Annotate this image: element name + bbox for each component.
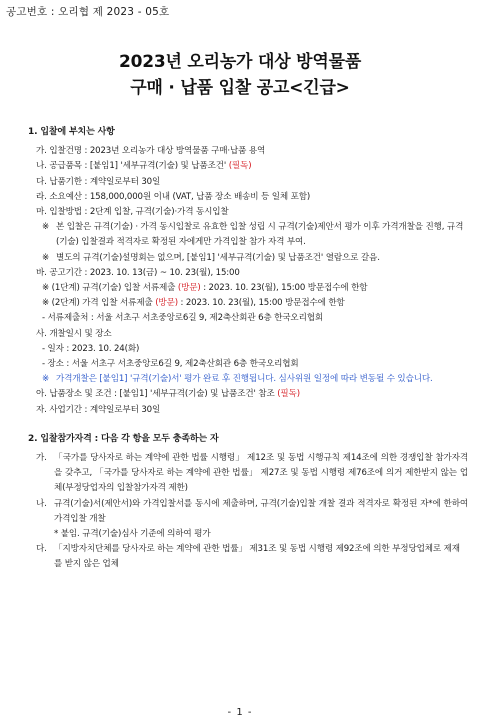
item-label: 나. xyxy=(36,498,47,509)
eligibility-na xyxy=(28,497,468,527)
item-ma: 마. 입찰방법 : 2단계 입찰, 규격(기술)·가격 동시입찰 xyxy=(36,207,229,218)
item-sa: 사. 개찰일시 및 장소 xyxy=(36,328,112,339)
item-na-text: 나. 공급품목 : [붙임1] '세부규격(기술) 및 납품조건' xyxy=(36,161,227,172)
stage-2-label: ※ (2단계) 가격 입찰 서류제출 xyxy=(42,298,153,309)
item-label: 다. xyxy=(36,544,47,555)
note-mark: ※ xyxy=(42,252,50,263)
notice-number: 공고번호 : 오리협 제 2023 - 05호 xyxy=(6,6,170,18)
item-ra: 라. 소요예산 : 158,000,000원 이내 (VAT, 납품 장소 배송비 등 일체 포함) xyxy=(36,191,311,202)
note-mark: ※ xyxy=(42,374,50,385)
note-mark: ※ xyxy=(42,222,50,233)
item-text: 「국가를 당사자로 하는 계약에 관한 법률 시행령」 제12조 및 동법 시행규칙 제14조에 의한 경쟁입찰 참가자격을 갖추고, 「국가를 당사자로 하는 계약에 관한 법률」 제27조 및 동법 시행령 제76조에 의거 제한받지 않는 업체(부정당업자의 입찰참가자격 제한) xyxy=(54,453,468,494)
stage-1-deadline: : 2023. 10. 23(월), 15:00 방문접수에 한함 xyxy=(203,283,368,294)
page-number: - 1 - xyxy=(227,707,253,718)
must-read-badge: (필독) xyxy=(228,161,252,172)
visit-badge: (방문) xyxy=(177,283,201,294)
price-opening-notice xyxy=(28,372,468,387)
document-title xyxy=(0,49,480,101)
title-line-1: 2023년 오리농가 대상 방역물품 xyxy=(118,52,362,72)
item-text: 규격(기술)서(제안서)와 가격입찰서를 동시에 제출하며, 규격(기술)입찰 개찰 결과 적격자로 확정된 자*에 한하여 가격입찰 개찰 xyxy=(54,498,468,524)
stage-2-deadline: : 2023. 10. 23(월), 15:00 방문접수에 한함 xyxy=(180,298,345,309)
item-a xyxy=(28,387,468,402)
section-1-heading: 1. 입찰에 부치는 사항 xyxy=(28,127,115,137)
item-label: 가. xyxy=(36,453,47,464)
visit-badge: (방문) xyxy=(155,298,178,309)
title-line-2: 구매 · 납품 입찰 공고<긴급> xyxy=(130,78,350,98)
eligibility-da xyxy=(28,542,468,572)
item-da: 다. 납품기한 : 계약일로부터 30일 xyxy=(36,176,161,187)
item-ja: 자. 사업기간 : 계약일로부터 30일 xyxy=(36,404,161,415)
must-read-badge: (필독) xyxy=(277,389,300,400)
eligibility-na-footnote: * 붙임. 규격(기술)심사 기준에 의하여 평가 xyxy=(54,529,211,540)
item-ga: 가. 입찰건명 : 2023년 오리농가 대상 방역물품 구매·납품 용역 xyxy=(36,146,266,157)
note-simultaneous-bid xyxy=(28,220,468,250)
stage-1-submission xyxy=(28,281,468,296)
submission-place: - 서류제출처 : 서울 서초구 서초중앙로6길 9, 제2축산회관 6층 한국오리협회 xyxy=(42,313,324,324)
opening-place: - 장소 : 서울 서초구 서초중앙로6길 9, 제2축산회관 6층 한국오리협회 xyxy=(42,359,299,370)
item-a-text: 아. 납품장소 및 조건 : [붙임1] '세부규격(기술) 및 납품조건' 참조 xyxy=(36,389,275,400)
stage-2-submission xyxy=(28,296,468,311)
stage-1-label: ※ (1단계) 규격(기술) 입찰 서류제출 xyxy=(42,283,176,294)
section-2-heading: 2. 입찰참가자격 : 다음 각 항을 모두 충족하는 자 xyxy=(28,433,219,444)
item-text: 「지방자치단체를 당사자로 하는 계약에 관한 법률」 제31조 및 동법 시행령 제92조에 의한 부정당업체로 제재를 받지 않은 업체 xyxy=(54,544,460,570)
note-text: 가격개찰은 [붙임1] '규격(기술)서' 평가 완료 후 진행됩니다. 심사위원 일정에 따라 변동될 수 있습니다. xyxy=(56,374,433,385)
note-text: 별도의 규격(기술)설명회는 없으며, [붙임1] '세부규격(기술) 및 납품조건' 열람으로 갈음. xyxy=(56,252,380,263)
item-ba: 바. 공고기간 : 2023. 10. 13(금) ~ 10. 23(월), 15:00 xyxy=(36,267,240,278)
opening-date: - 일자 : 2023. 10. 24(화) xyxy=(42,343,140,354)
note-no-briefing xyxy=(28,251,468,266)
document-body xyxy=(28,125,468,573)
note-text: 본 입찰은 규격(기술) · 가격 동시입찰로 유효한 입찰 성립 시 규격(기술)제안서 평가 이후 가격개찰을 진행, 규격(기술) 입찰결과 적격자로 확정된 자에게만 가격입찰 참가 자격 부여. xyxy=(56,222,464,248)
eligibility-ga xyxy=(28,451,468,497)
item-na xyxy=(28,159,468,174)
